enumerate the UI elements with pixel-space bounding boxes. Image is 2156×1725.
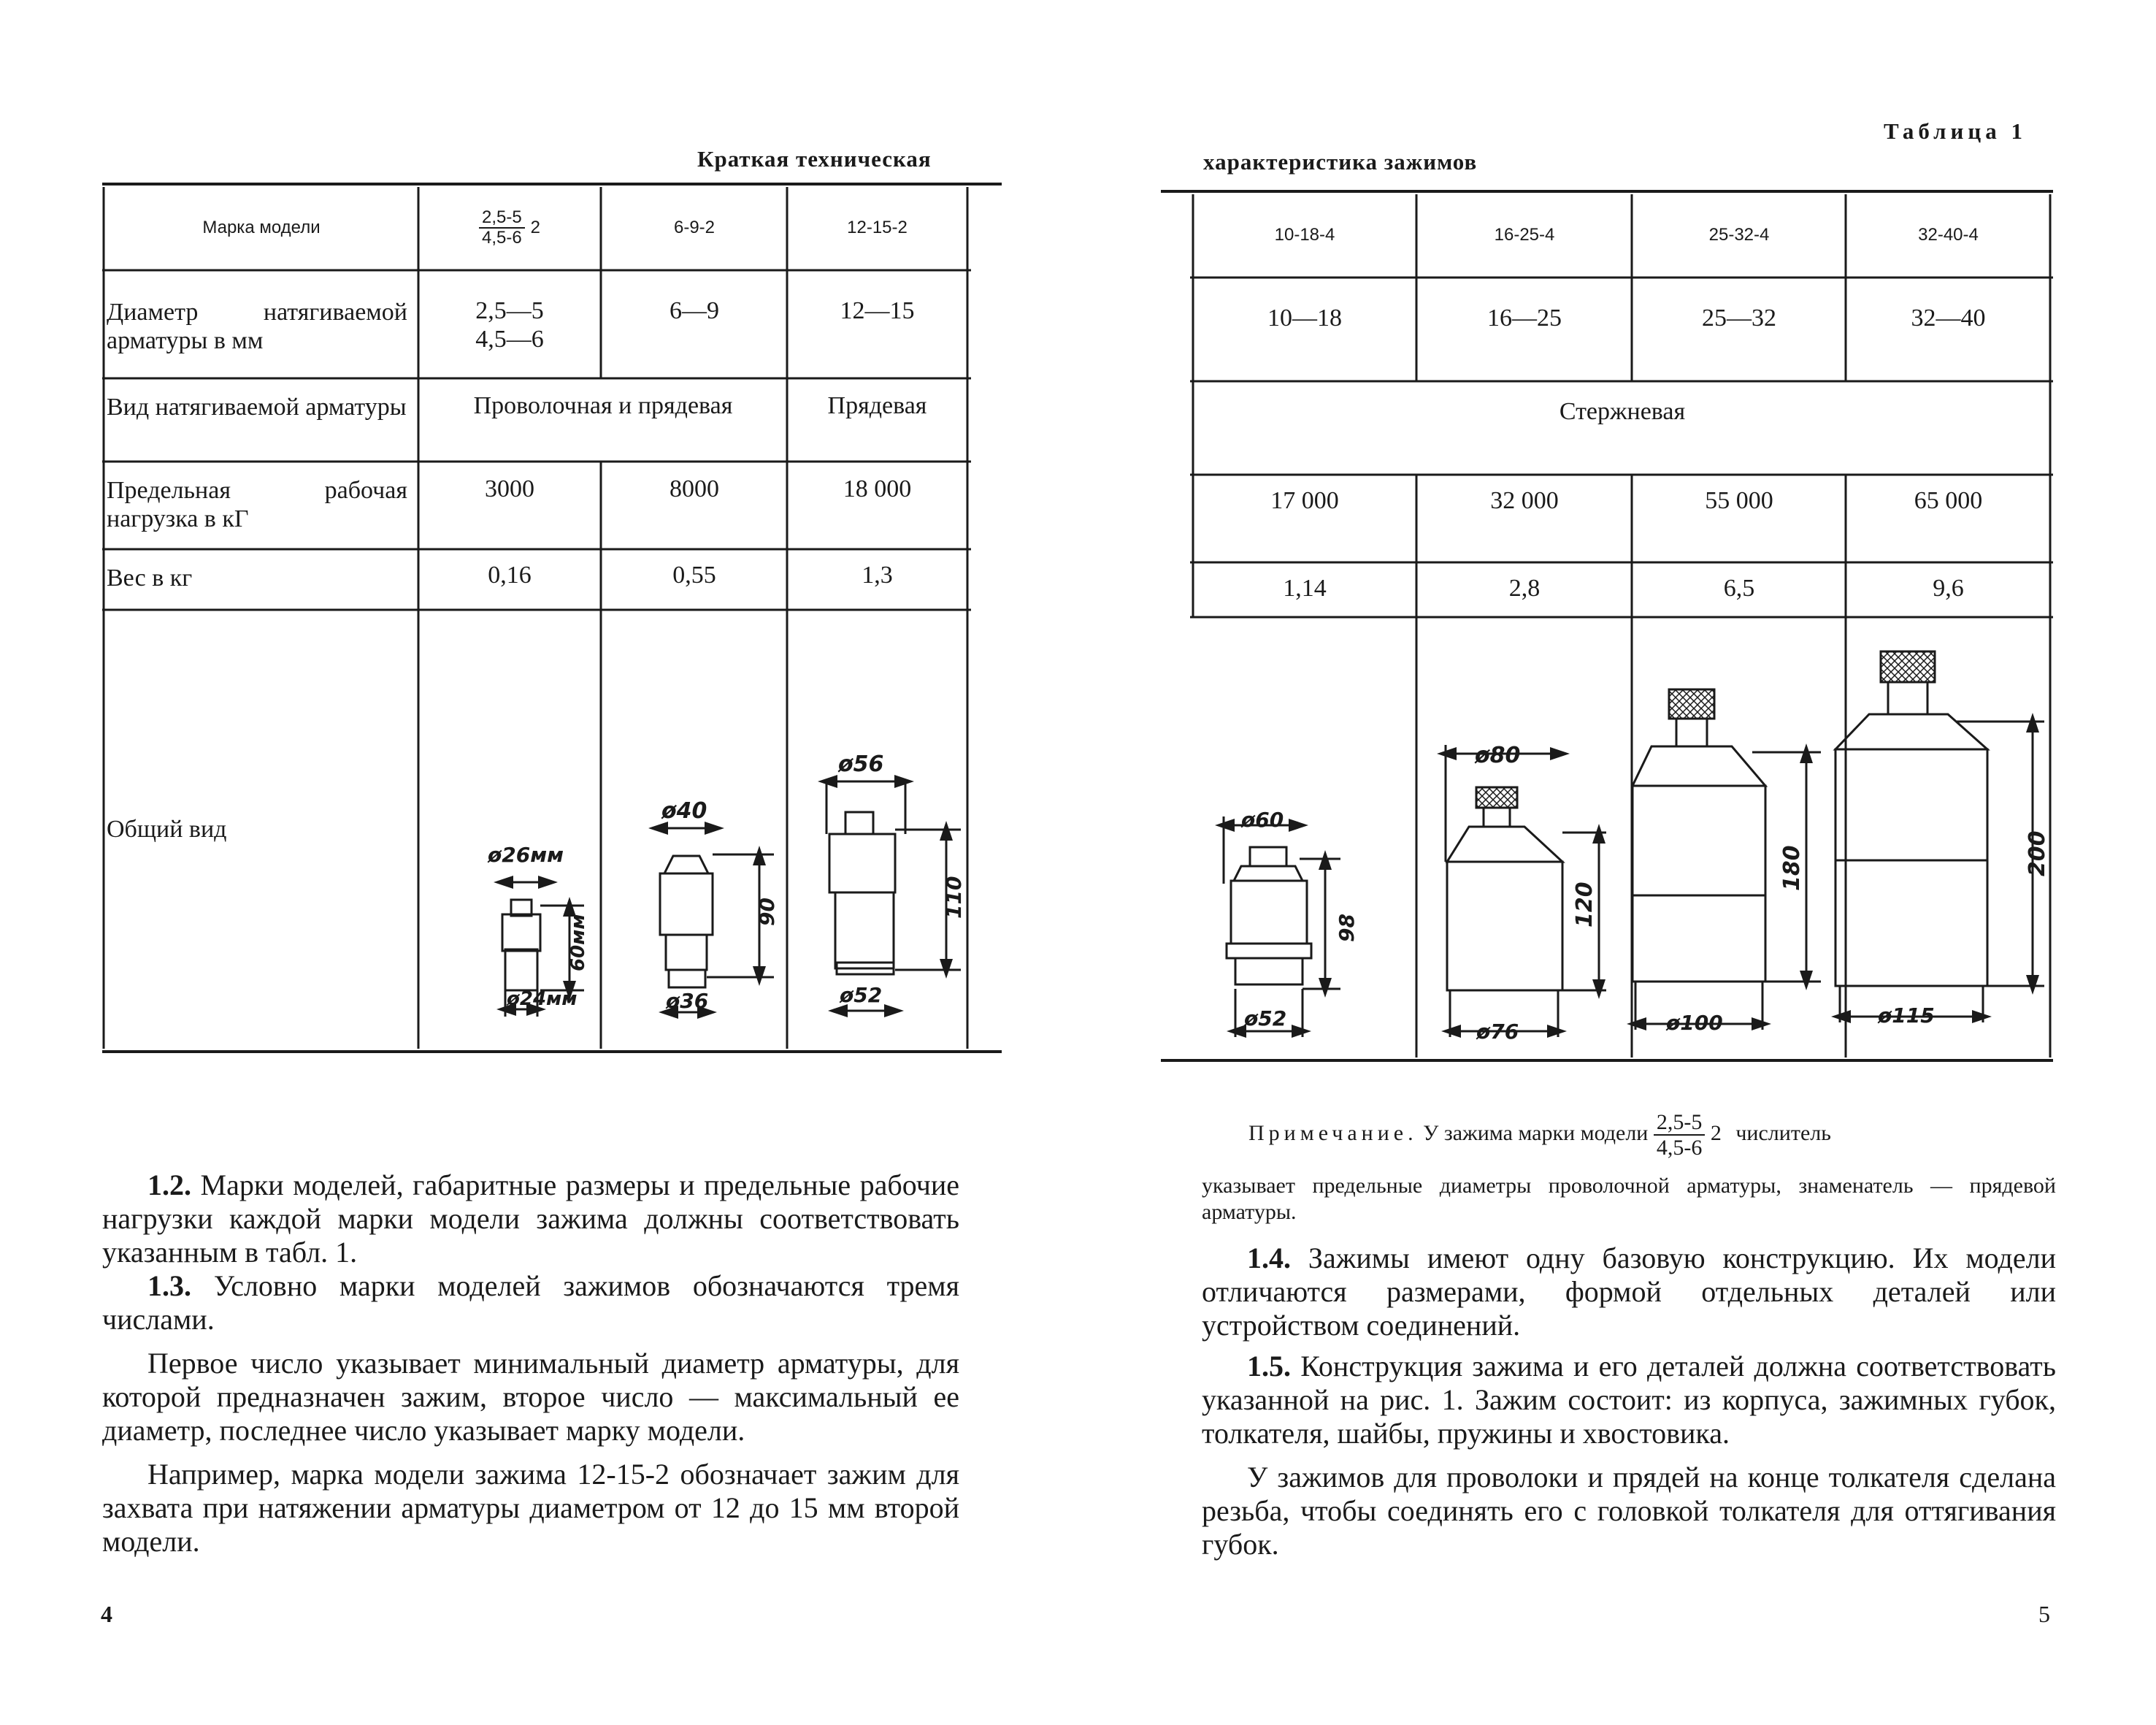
row-label-diameter: Диаметр натягиваемой арматуры в мм: [107, 299, 407, 355]
model-cell-5: 16-25-4: [1494, 225, 1555, 245]
diameter-cell-1: 2,5—5 4,5—6: [475, 297, 544, 353]
type-cell-merged-right: Стержневая: [1559, 398, 1686, 426]
load-cell-4: 17 000: [1270, 487, 1339, 515]
table-label: Таблица 1: [1884, 118, 2027, 144]
right-page-text: 1.4. Зажимы имеют одну базовую конструкцию. Их модели отличаются размерами, формой отдельных деталей или устройством соединений. 1.5. Конструкция зажима и его деталей должна соответствовать указанной на рис. 1. Зажим состоит: из корпуса, зажимных губок, толкателя, шайбы, пружины и хвостовика. У зажимов для проволоки и прядей на конце толкателя сделана резьба, чтобы соединять его с головкой толкателя для оттягивания губок.: [1202, 1242, 2056, 1561]
weight-cell-6: 6,5: [1723, 575, 1755, 603]
d5-top-label: ø80: [1475, 743, 1521, 768]
diameter-cell-6: 25—32: [1702, 305, 1776, 332]
diameter-cell-4: 10—18: [1267, 305, 1342, 332]
weight-cell-1: 0,16: [488, 562, 532, 589]
d2-bottom-label: ø36: [666, 989, 709, 1013]
weight-cell-3: 1,3: [862, 562, 893, 589]
note-continuation: указывает предельные диаметры проволочной арматуры, знаменатель — прядевой арматуры.: [1202, 1174, 2056, 1224]
model-cell-1: $\frac{2,5-5}{4,5-6}$ 2: [421, 187, 599, 269]
type-cell-merged-left: Проволочная и прядевая: [473, 392, 733, 420]
table-title-right: характеристика зажимов: [1203, 149, 1478, 175]
d7-bottom-label: ø115: [1878, 1003, 1935, 1028]
row-label-type: Вид натягиваемой арматуры: [107, 394, 407, 421]
row-label-model: Марка модели: [202, 218, 321, 238]
diameter-cell-7: 32—40: [1911, 305, 1986, 332]
diameter-cell-3: 12—15: [840, 297, 915, 325]
d5-height-label: 120: [1572, 881, 1597, 927]
d7-height-label: 200: [2025, 830, 2050, 876]
model-cell-2: 6-9-2: [673, 218, 716, 238]
clamp-drawing-7: [1835, 651, 2044, 1022]
d6-bottom-label: ø100: [1666, 1011, 1723, 1035]
d2-height-label: 90: [755, 898, 779, 926]
d5-bottom-label: ø76: [1476, 1020, 1519, 1044]
row-label-weight: Вес в кг: [107, 565, 193, 592]
d3-height-label: 110: [942, 876, 966, 919]
type-cell-last-left: Прядевая: [827, 392, 927, 420]
load-cell-3: 18 000: [843, 475, 912, 503]
row-label-view: Общий вид: [107, 816, 227, 843]
load-cell-7: 65 000: [1914, 487, 1983, 515]
row-label-load: Предельная рабочая нагрузка в кГ: [107, 477, 407, 533]
load-cell-5: 32 000: [1490, 487, 1559, 515]
diameter-cell-5: 16—25: [1487, 305, 1562, 332]
load-cell-1: 3000: [485, 475, 534, 503]
weight-cell-7: 9,6: [1933, 575, 1964, 603]
model-cell-7: 32-40-4: [1918, 225, 1979, 245]
weight-cell-5: 2,8: [1508, 575, 1541, 603]
clamp-drawing-4: [1224, 816, 1340, 1037]
load-cell-2: 8000: [670, 475, 719, 503]
d1-height-label: 60мм: [567, 914, 589, 971]
d2-top-label: ø40: [661, 798, 707, 824]
diameter-cell-2: 6—9: [670, 297, 719, 325]
left-page-text: 1.2. Марки моделей, габаритные размеры и предельные рабочие нагрузки каждой марки модели зажима должны соответствовать указанным в табл. 1. 1.3. Условно марки моделей зажимов обозначаются тремя числами. Первое число указывает минимальный диаметр арматуры, для которой предназначен зажим, второе число — максимальный ее диаметр, последнее число указывает марку модели. Например, марка модели зажима 12-15-2 обозначает зажим для захвата при натяжении арматуры диаметром от 12 до 15 мм второй модели.: [102, 1169, 959, 1558]
model-cell-3: 12-15-2: [847, 218, 908, 238]
d6-height-label: 180: [1779, 845, 1805, 891]
d4-top-label: ø60: [1241, 808, 1284, 832]
load-cell-6: 55 000: [1705, 487, 1773, 515]
d1-bottom-label: ø24мм: [507, 988, 578, 1010]
model-cell-4: 10-18-4: [1274, 225, 1335, 245]
model-cell-6: 25-32-4: [1708, 225, 1770, 245]
d3-bottom-label: ø52: [840, 983, 883, 1007]
table-title-left: Краткая техническая: [697, 146, 932, 172]
page-number-left: 4: [101, 1601, 112, 1627]
d4-bottom-label: ø52: [1244, 1006, 1287, 1030]
clamp-drawing-3: [826, 781, 961, 1011]
page-number-right: 5: [2038, 1601, 2050, 1627]
d3-top-label: ø56: [838, 751, 884, 777]
d1-top-label: ø26мм: [488, 843, 564, 867]
d4-height-label: 98: [1335, 914, 1359, 942]
weight-cell-2: 0,55: [672, 562, 716, 589]
note-first-line: Примечание. У зажима марки модели $\frac{2,5-5}{4,5-6}$ 2 числитель: [1248, 1110, 1831, 1160]
weight-cell-4: 1,14: [1283, 575, 1327, 603]
